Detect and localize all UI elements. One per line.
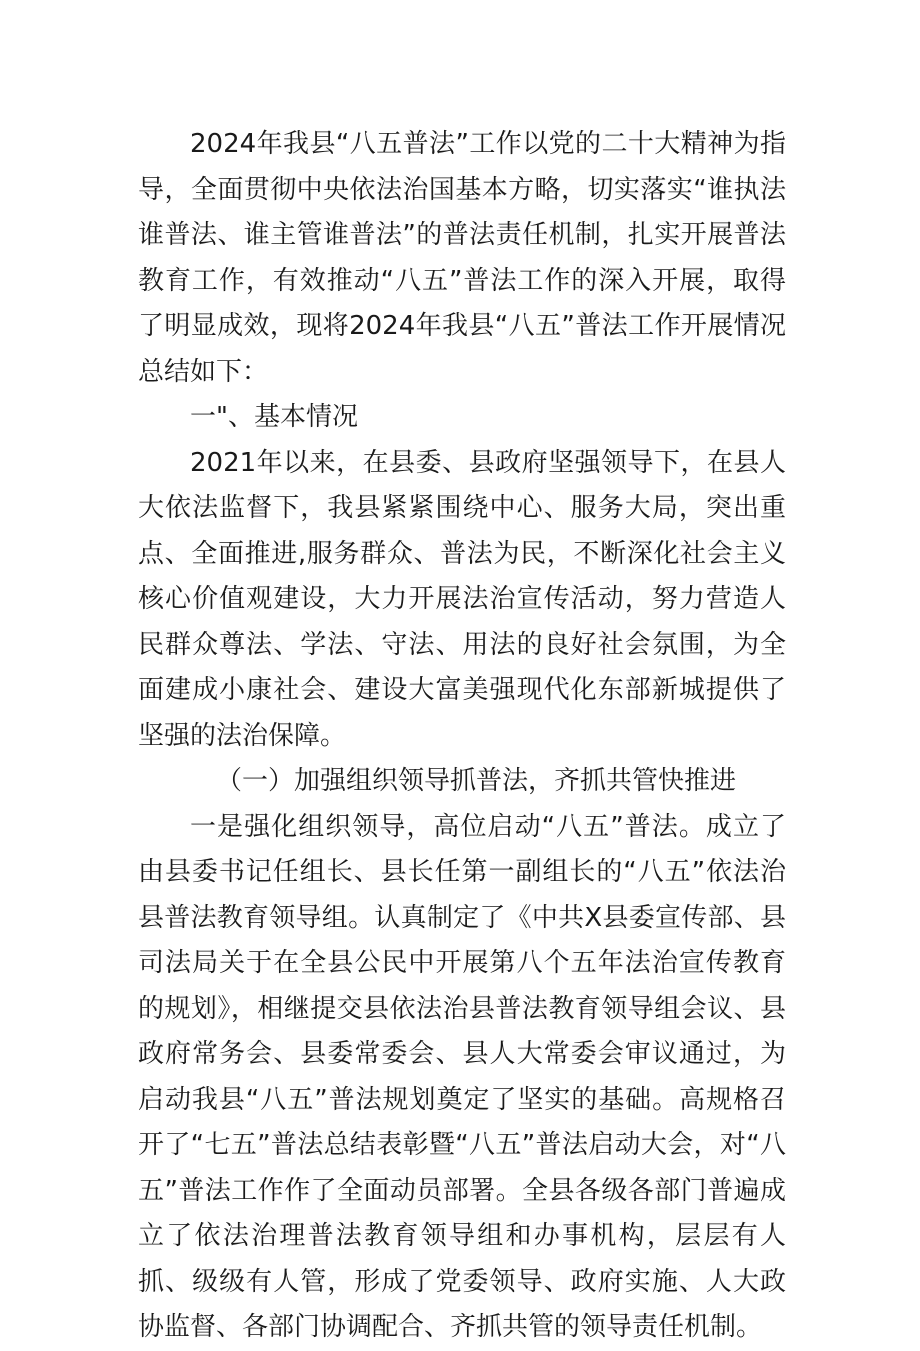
organization-paragraph: 一是强化组织领导，高位启动“八五”普法。成立了由县委书记任组长、县长任第一副组长的“八五”依法治县普法教育领导组。认真制定了《中共X县委宣传部、县司法局关于在全县公民中开展第八个五年法治宣传教育的规划》，相继提交县依法治县普法教育领导组会议、县政府常务会、县委常委会、县人大常委会审议通过，为启动我县“八五”普法规划奠定了坚实的基础。高规格召开了“七五”普法总结表彰暨“八五”普法启动大会，对“八五”普法工作作了全面动员部署。全县各级各部门普遍成立了依法治理普法教育领导组和办事机构，层层有人抓、级级有人管，形成了党委领导、政府实施、人大政协监督、各部门协调配合、齐抓共管的领导责任机制。 [138,811,786,1342]
subsection-heading-organization: （一）加强组织领导抓普法，齐抓共管快推进 [216,766,737,796]
background-paragraph: 2021年以来，在县委、县政府坚强领导下，在县人大依法监督下，我县紧紧围绕中心、服务大局，突出重点、全面推进,服务群众、普法为民，不断深化社会主义核心价值观建设，大力开展法治宣传活动，努力营造人民群众尊法、学法、守法、用法的良好社会氛围，为全面建成小康社会、建设大富美强现代化东部新城提供了坚强的法治保障。 [138,447,786,751]
intro-paragraph: 2024年我县“八五普法”工作以党的二十大精神为指导，全面贯彻中央依法治国基本方略，切实落实“谁执法谁普法、谁主管谁普法”的普法责任机制，扎实开展普法教育工作，有效推动“八五”普法工作的深入开展，取得了明显成效，现将2024年我县“八五”普法工作开展情况总结如下： [138,129,786,387]
section-heading-basic-situation: 一"、基本情况 [190,402,358,432]
document-body [138,122,786,1351]
